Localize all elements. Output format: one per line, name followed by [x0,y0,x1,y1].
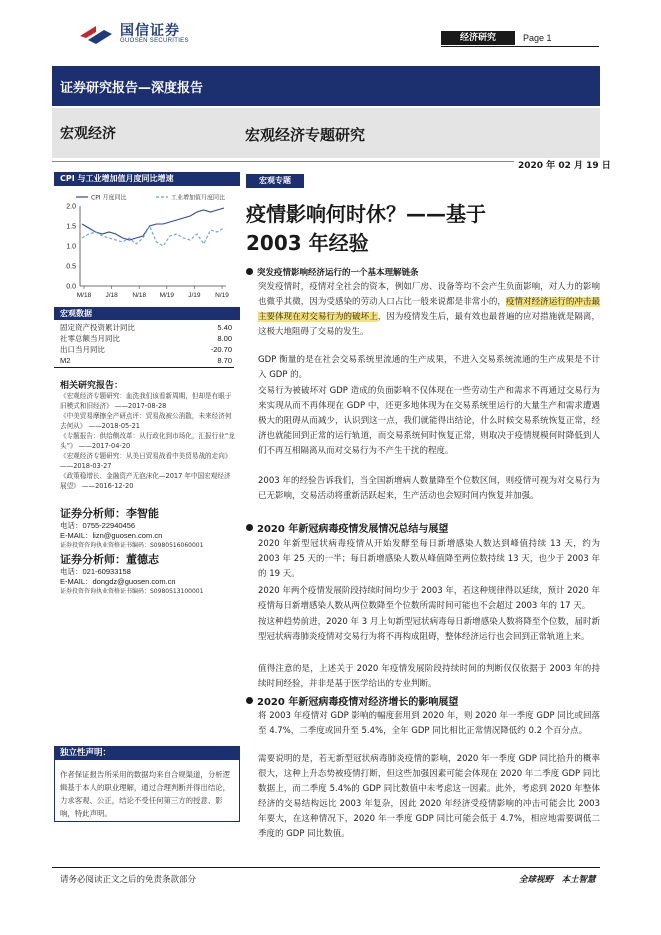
analyst-cert: 证券投资咨询执业资格证书编码：S0980516060001 [60,542,204,549]
related-reports-title: 相关研究报告： [60,381,124,391]
macro-data-title: 宏观数据 [54,307,240,320]
macro-row-label: 社零总额当月同比 [60,334,120,343]
x-tick-label: J/19 [188,292,201,299]
logo-chinese-name: 国信证券 [120,23,180,39]
article-title-line: 2003 年经验 [246,231,369,255]
x-tick-label: M/18 [76,292,92,299]
related-report-item[interactable]: 《中美贸易摩擦全产研点评：贸易战被公消散，未来经济何去何从》 ——2018-05-21 [60,412,232,430]
paragraph: 需要说明的是，若无新型冠状病毒肺炎疫情的影响，2020 年一季度 GDP 同比拾升的概率很大，这种上升态势被疫情打断，但这些加强因素可能会体现在 2020 年二季度 GDP 同比数据上，而二季度 5.4%的 GDP 同比数值中未考虑这一因素。此外，考虑到 2020 年整体经济的交易结构远比 2003 年复杂，因此 2020 年经济受疫情影响的冲击可能会比 2003 年要大，在这种情况下，2020 年一季度 GDP 同比可能会低于 4.7%，相应地需要调低二季度的 GDP 同比数值。 [258,754,600,839]
paragraph: 2003 年的经验告诉我们，当全国新增病人数量降至个位数区间，则疫情可视为对交易行为已无影响，交易活动将重新活跃起来，生产活动也会短时间内恢复并加强。 [258,476,600,501]
cpi-industry-chart [54,188,240,306]
paragraph-text: 突发疫情时，疫情对全社会的资本，例如厂房、设备等均不会产生负面影响，对人力的影响也微乎其微，因为受感染的劳动人口占比一般来说都是非常小的， [258,282,600,307]
paragraph: 交易行为被破坏对 GDP 造成的负面影响不仅体现在一些劳动生产和需求不再通过交易行为来实现从而不再体现在 GDP 中，还更多地体现为在交易系统里运行的大量生产和需求遭遇极大的阻碍从而减少，认识到这一点，我们就能得出结论，什么时候交易系统恢复正常，经济也就能回到正常的运行轨道，而交易系统何时恢复正常，则取决于疫情规模何时降低到人们不再互相隔离从而对交易行为不产生干扰的程度。 [258,386,600,456]
analyst-email[interactable]: E-MAIL：dongdz@guosen.com.cn [60,577,176,586]
paragraph: 2020 年新型冠状病毒疫情从开始发酵至每日新增感染人数达到峰值持续 13 天，约为 2003 年 25 天的一半；每日新增感染人数从峰值降至两位数持续 13 天，也少于 2003 年的 19 天。 [258,539,600,579]
chart-box-title: CPI 与工业增加值月度同比增速 [54,172,240,186]
section-heading-text: 2020 年新冠病毒疫情发展情况总结与展望 [257,524,449,535]
macro-row-value: 5.40 [217,323,232,332]
x-tick-label: N/18 [132,292,147,299]
y-tick-label: 1.0 [66,243,76,251]
section-heading [246,520,448,535]
y-tick-label: 0.0 [66,283,76,291]
article-title [246,200,602,258]
article-title-line: 疫情影响何时休？——基于 [246,202,486,226]
legend-label: 工业增加值月度同比 [171,194,226,202]
analyst-name: 证券分析师：李智能 [60,507,159,520]
macro-row-value: -20.70 [210,345,232,354]
macro-data-divider [54,367,234,368]
section-heading-text: 2020 年新冠病毒疫情对经济增长的影响展望 [257,697,459,708]
macro-row-export [60,344,234,355]
analyst-phone: 电话：0755-22940456 [60,521,136,530]
macro-row-value: 8.70 [217,356,232,365]
macro-row-m2 [60,355,234,366]
x-tick-label: J/18 [105,292,118,299]
series-line [82,208,224,240]
topic-label: 宏观经济专题研究 [245,126,366,144]
related-report-item[interactable]: 《宏观经济专题研究：血洗我们该看新周期，但却是有眼于旧模式和旧经济》 ——2017-08-28 [60,392,232,410]
macro-row-retail [60,333,234,344]
macro-row-label: 固定资产投资累计同比 [60,323,135,332]
macro-row-label: 出口当月同比 [60,345,105,354]
y-tick-label: 0.5 [66,263,76,271]
y-tick-label: 1.5 [66,223,76,231]
bullet-icon [246,268,253,275]
section-heading-text: 突发疫情影响经济运行的一个基本理解链条 [257,268,419,278]
analyst-phone: 电话：021-60933158 [60,567,131,576]
related-report-item[interactable]: 《专题报告：供给侧改革：从行政化到市场化，汇报行业“龙头”》 ——2017-04-20 [60,432,235,450]
header-section-tag: 经济研究 [441,31,515,45]
related-report-item[interactable]: 《政策稳增长、金融资产无泡沫化—2017 年中国宏观经济展望》 ——2016-12-20 [60,472,231,490]
footer-slogan: 全球视野 本土智慧 [519,875,596,885]
logo-english-name: GUOSEN SECURITIES [120,38,189,44]
y-tick-label: 2.0 [66,203,76,211]
series-line [82,226,224,246]
page-number: Page 1 [523,33,552,43]
macro-row-label: M2 [60,356,71,365]
footer-divider [52,867,600,868]
macro-row-fai [60,322,234,333]
paragraph: 将 2003 年疫情对 GDP 影响的幅度套用到 2020 年，则 2020 年一季度 GDP 同比或回落至 4.7%，二季度或回升至 5.4%，全年 GDP 同比相比正常情况降低约 0.2 个百分点。 [258,711,600,736]
section-heading [246,266,419,278]
legend-label: CPI 月度同比 [91,194,127,202]
paragraph: 2020 年两个疫情发展阶段持续时间均少于 2003 年，若这种规律得以延续，预计 2020 年疫情每日新增感染人数从两位数降至个位数所需时间可能也不会超过 2003 年的 17 天。 [258,586,600,611]
x-tick-label: M/19 [159,292,175,299]
related-reports-list [60,391,236,491]
header-divider [441,46,599,47]
paragraph: 按这种趋势前进，2020 年 3 月上旬新型冠状病毒每日新增感染人数将降至个位数，届时新型冠状病毒肺炎疫情对交易行为将不再构成阻碍，整体经济运行也会回到正常轨道上来。 [258,617,600,642]
topic-tag: 宏观专题 [246,174,304,188]
paragraph: 值得注意的是，上述关于 2020 年疫情发展阶段持续时间的判断仅仅依据于 2003 年的持续时间经验，并非是基于医学给出的专业判断。 [258,664,600,689]
highlighted-text: 疫情对经济运行的冲击最主要体现在对交易行为的破坏上 [258,297,600,322]
paragraph [258,280,600,340]
paragraph: GDP 衡量的是在社会交易系统里流通的生产成果，不进入交易系统流通的生产成果是不计入 GDP 的。 [258,355,600,380]
analyst-email[interactable]: E-MAIL：lizn@guosen.com.cn [60,531,163,540]
category-label: 宏观经济 [60,126,116,142]
x-tick-label: N/19 [215,292,229,299]
bullet-icon [246,524,253,531]
bullet-icon [246,697,253,704]
disclaimer-text: 作者保证报告所采用的数据均来自合规渠道，分析逻辑基于本人的职业理解，通过合理判断并得出结论，力求客观、公正，结论不受任何第三方的授意、影响，特此声明。 [60,770,230,818]
section-heading [246,693,458,708]
analyst-name: 证券分析师：董德志 [60,553,159,566]
guosen-logo-icon [78,22,114,48]
footer-notice: 请务必阅读正文之后的免责条款部分 [60,875,197,885]
report-date: 2020 年 02 月 19 日 [514,158,611,171]
disclaimer-title: 独立性声明： [54,746,240,760]
analyst-cert: 证券投资咨询执业资格证书编码：S0980513100001 [60,588,204,595]
macro-row-value: 8.00 [217,334,232,343]
paragraph-text: ，因为疫情发生后，最有效也最普遍的应对措施就是隔离，这极大地阻碍了交易的发生。 [258,312,600,337]
report-type-label: 证券研究报告—深度报告 [60,81,204,96]
related-report-item[interactable]: 《宏观经济专题研究：从美日贸易战看中美贸易战的走向》 ——2018-03-27 [60,452,232,470]
